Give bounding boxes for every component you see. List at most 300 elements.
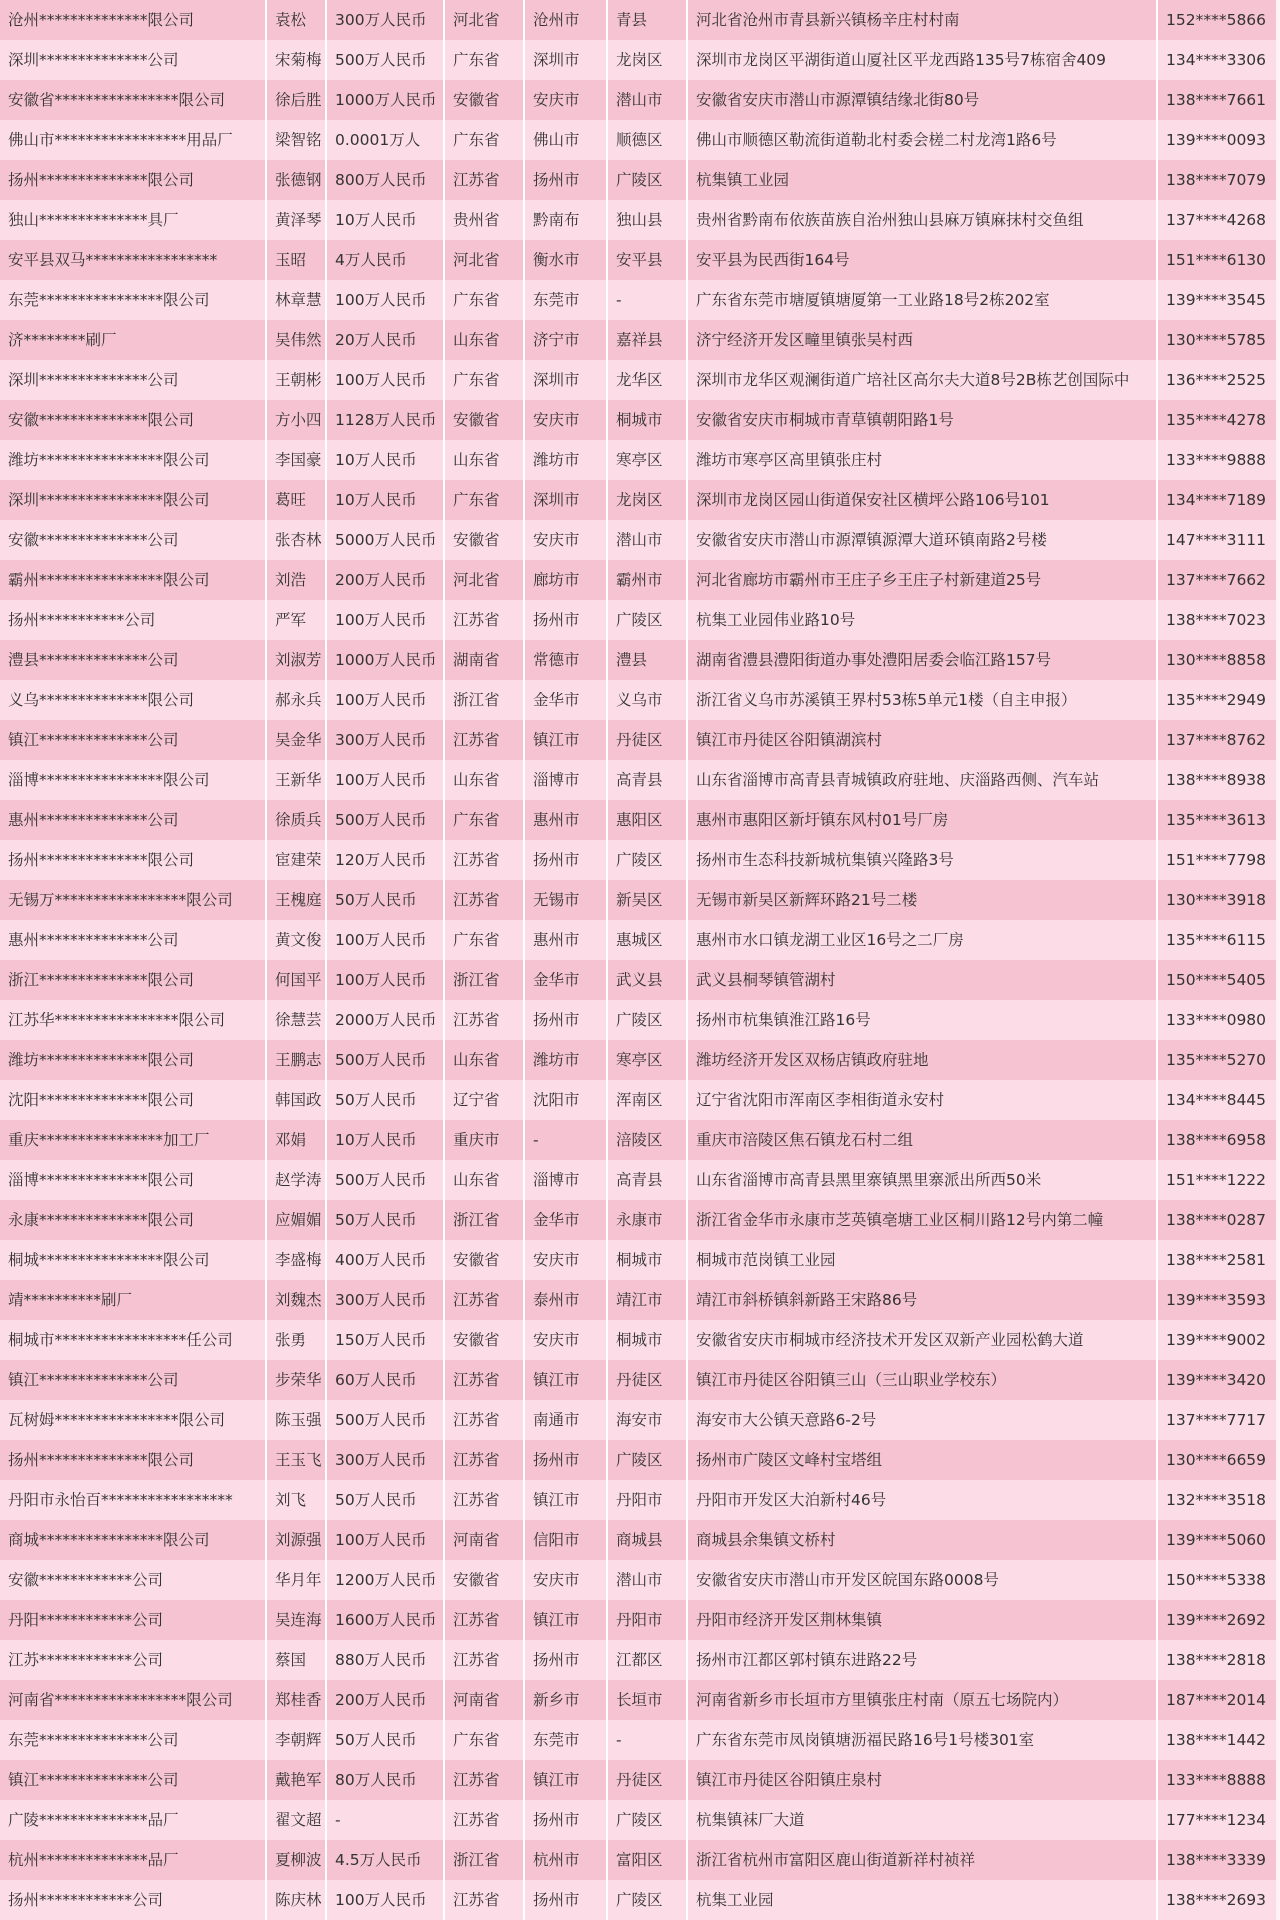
province-cell: 江苏省 xyxy=(444,600,524,640)
province-cell: 湖南省 xyxy=(444,640,524,680)
phone-cell: 137****7662 xyxy=(1157,560,1276,600)
city-cell: 淄博市 xyxy=(524,1160,607,1200)
company-name-cell: 义乌**************限公司 xyxy=(0,680,266,720)
legal-person-cell: 陈庆林 xyxy=(266,1880,326,1920)
legal-person-cell: 翟文超 xyxy=(266,1800,326,1840)
phone-cell: 133****0980 xyxy=(1157,1000,1276,1040)
table-row xyxy=(0,1360,1276,1400)
province-cell: 江苏省 xyxy=(444,1360,524,1400)
phone-cell: 138****1442 xyxy=(1157,1720,1276,1760)
province-cell: 广东省 xyxy=(444,480,524,520)
address-cell: 广东省东莞市凤岗镇塘沥福民路16号1号楼301室 xyxy=(687,1720,1157,1760)
phone-cell: 139****3545 xyxy=(1157,280,1276,320)
registered-capital-cell: 100万人民币 xyxy=(326,680,444,720)
city-cell: 常德市 xyxy=(524,640,607,680)
province-cell: 江苏省 xyxy=(444,1000,524,1040)
legal-person-cell: 应媚媚 xyxy=(266,1200,326,1240)
phone-cell: 138****7661 xyxy=(1157,80,1276,120)
province-cell: 河北省 xyxy=(444,240,524,280)
province-cell: 江苏省 xyxy=(444,880,524,920)
address-cell: 扬州市生态科技新城杭集镇兴隆路3号 xyxy=(687,840,1157,880)
city-cell: 扬州市 xyxy=(524,1640,607,1680)
address-cell: 深圳市龙岗区园山街道保安社区横坪公路106号101 xyxy=(687,480,1157,520)
district-cell: 广陵区 xyxy=(607,600,687,640)
address-cell: 山东省淄博市高青县黑里寨镇黑里寨派出所西50米 xyxy=(687,1160,1157,1200)
district-cell: 丹徒区 xyxy=(607,720,687,760)
address-cell: 安平县为民西街164号 xyxy=(687,240,1157,280)
address-cell: 河北省沧州市青县新兴镇杨辛庄村村南 xyxy=(687,0,1157,40)
district-cell: 丹阳市 xyxy=(607,1600,687,1640)
address-cell: 靖江市斜桥镇斜新路王宋路86号 xyxy=(687,1280,1157,1320)
province-cell: 江苏省 xyxy=(444,1280,524,1320)
table-row xyxy=(0,1200,1276,1240)
province-cell: 安徽省 xyxy=(444,520,524,560)
district-cell: 广陵区 xyxy=(607,1000,687,1040)
company-name-cell: 靖**********刷厂 xyxy=(0,1280,266,1320)
table-row xyxy=(0,1160,1276,1200)
province-cell: 广东省 xyxy=(444,280,524,320)
city-cell: 信阳市 xyxy=(524,1520,607,1560)
company-name-cell: 沧州**************限公司 xyxy=(0,0,266,40)
company-name-cell: 扬州**************限公司 xyxy=(0,840,266,880)
registered-capital-cell: 80万人民币 xyxy=(326,1760,444,1800)
district-cell: - xyxy=(607,280,687,320)
legal-person-cell: 吴连海 xyxy=(266,1600,326,1640)
company-name-cell: 重庆****************加工厂 xyxy=(0,1120,266,1160)
address-cell: 杭集工业园伟业路10号 xyxy=(687,600,1157,640)
phone-cell: 138****8938 xyxy=(1157,760,1276,800)
city-cell: 沈阳市 xyxy=(524,1080,607,1120)
district-cell: 安平县 xyxy=(607,240,687,280)
province-cell: 安徽省 xyxy=(444,1320,524,1360)
legal-person-cell: 王玉飞 xyxy=(266,1440,326,1480)
city-cell: 镇江市 xyxy=(524,1480,607,1520)
province-cell: 安徽省 xyxy=(444,1560,524,1600)
district-cell: 广陵区 xyxy=(607,1800,687,1840)
table-row xyxy=(0,1440,1276,1480)
table-row xyxy=(0,1840,1276,1880)
legal-person-cell: 宦建荣 xyxy=(266,840,326,880)
legal-person-cell: 葛旺 xyxy=(266,480,326,520)
phone-cell: 134****8445 xyxy=(1157,1080,1276,1120)
registered-capital-cell: 100万人民币 xyxy=(326,920,444,960)
phone-cell: 177****1234 xyxy=(1157,1800,1276,1840)
phone-cell: 130****3918 xyxy=(1157,880,1276,920)
district-cell: 丹徒区 xyxy=(607,1360,687,1400)
province-cell: 江苏省 xyxy=(444,1760,524,1800)
legal-person-cell: 袁松 xyxy=(266,0,326,40)
registered-capital-cell: 10万人民币 xyxy=(326,440,444,480)
legal-person-cell: 王槐庭 xyxy=(266,880,326,920)
company-name-cell: 镇江**************公司 xyxy=(0,1360,266,1400)
phone-cell: 130****6659 xyxy=(1157,1440,1276,1480)
legal-person-cell: 郑桂香 xyxy=(266,1680,326,1720)
address-cell: 镇江市丹徒区谷阳镇庄泉村 xyxy=(687,1760,1157,1800)
table-row xyxy=(0,1560,1276,1600)
registered-capital-cell: 50万人民币 xyxy=(326,880,444,920)
phone-cell: 138****3339 xyxy=(1157,1840,1276,1880)
district-cell: 龙华区 xyxy=(607,360,687,400)
address-cell: 重庆市涪陵区焦石镇龙石村二组 xyxy=(687,1120,1157,1160)
district-cell: - xyxy=(607,1720,687,1760)
phone-cell: 187****2014 xyxy=(1157,1680,1276,1720)
address-cell: 潍坊市寒亭区高里镇张庄村 xyxy=(687,440,1157,480)
city-cell: 扬州市 xyxy=(524,840,607,880)
registered-capital-cell: 300万人民币 xyxy=(326,0,444,40)
address-cell: 河南省新乡市长垣市方里镇张庄村南（原五七场院内） xyxy=(687,1680,1157,1720)
district-cell: 武义县 xyxy=(607,960,687,1000)
phone-cell: 138****7023 xyxy=(1157,600,1276,640)
district-cell: 涪陵区 xyxy=(607,1120,687,1160)
registered-capital-cell: 100万人民币 xyxy=(326,280,444,320)
legal-person-cell: 张杏林 xyxy=(266,520,326,560)
table-row xyxy=(0,360,1276,400)
registered-capital-cell: 1000万人民币 xyxy=(326,640,444,680)
table-row xyxy=(0,280,1276,320)
registered-capital-cell: 500万人民币 xyxy=(326,40,444,80)
address-cell: 安徽省安庆市潜山市源潭镇结缘北街80号 xyxy=(687,80,1157,120)
legal-person-cell: 陈玉强 xyxy=(266,1400,326,1440)
district-cell: 潜山市 xyxy=(607,1560,687,1600)
company-name-cell: 霸州****************限公司 xyxy=(0,560,266,600)
company-name-cell: 商城****************限公司 xyxy=(0,1520,266,1560)
address-cell: 惠州市惠阳区新圩镇东风村01号厂房 xyxy=(687,800,1157,840)
table-row xyxy=(0,1400,1276,1440)
legal-person-cell: 刘魏杰 xyxy=(266,1280,326,1320)
city-cell: 东莞市 xyxy=(524,1720,607,1760)
company-name-cell: 桐城市*****************任公司 xyxy=(0,1320,266,1360)
legal-person-cell: 宋菊梅 xyxy=(266,40,326,80)
table-row xyxy=(0,120,1276,160)
province-cell: 广东省 xyxy=(444,120,524,160)
legal-person-cell: 方小四 xyxy=(266,400,326,440)
province-cell: 贵州省 xyxy=(444,200,524,240)
phone-cell: 133****9888 xyxy=(1157,440,1276,480)
province-cell: 江苏省 xyxy=(444,1480,524,1520)
registered-capital-cell: 100万人民币 xyxy=(326,1520,444,1560)
city-cell: 镇江市 xyxy=(524,1760,607,1800)
city-cell: 安庆市 xyxy=(524,1320,607,1360)
address-cell: 无锡市新吴区新辉环路21号二楼 xyxy=(687,880,1157,920)
legal-person-cell: 刘淑芳 xyxy=(266,640,326,680)
city-cell: 廊坊市 xyxy=(524,560,607,600)
table-row xyxy=(0,320,1276,360)
address-cell: 安徽省安庆市桐城市经济技术开发区双新产业园松鹤大道 xyxy=(687,1320,1157,1360)
city-cell: 安庆市 xyxy=(524,520,607,560)
district-cell: 龙岗区 xyxy=(607,40,687,80)
phone-cell: 130****5785 xyxy=(1157,320,1276,360)
table-row xyxy=(0,1680,1276,1720)
address-cell: 深圳市龙华区观澜街道广培社区高尔夫大道8号2B栋艺创国际中 xyxy=(687,360,1157,400)
city-cell: 淄博市 xyxy=(524,760,607,800)
city-cell: 潍坊市 xyxy=(524,1040,607,1080)
province-cell: 广东省 xyxy=(444,360,524,400)
address-cell: 贵州省黔南布依族苗族自治州独山县麻万镇麻抹村交鱼组 xyxy=(687,200,1157,240)
district-cell: 惠阳区 xyxy=(607,800,687,840)
legal-person-cell: 李国豪 xyxy=(266,440,326,480)
table-row xyxy=(0,1320,1276,1360)
table-row xyxy=(0,1720,1276,1760)
company-name-cell: 镇江**************公司 xyxy=(0,720,266,760)
city-cell: 安庆市 xyxy=(524,80,607,120)
province-cell: 重庆市 xyxy=(444,1120,524,1160)
company-name-cell: 潍坊**************限公司 xyxy=(0,1040,266,1080)
registered-capital-cell: 200万人民币 xyxy=(326,560,444,600)
province-cell: 河南省 xyxy=(444,1520,524,1560)
phone-cell: 135****4278 xyxy=(1157,400,1276,440)
phone-cell: 139****9002 xyxy=(1157,1320,1276,1360)
legal-person-cell: 林章慧 xyxy=(266,280,326,320)
table-row xyxy=(0,600,1276,640)
registered-capital-cell: 100万人民币 xyxy=(326,760,444,800)
address-cell: 扬州市江都区郭村镇东进路22号 xyxy=(687,1640,1157,1680)
legal-person-cell: 张勇 xyxy=(266,1320,326,1360)
province-cell: 江苏省 xyxy=(444,1400,524,1440)
address-cell: 浙江省义乌市苏溪镇王界村53栋5单元1楼（自主申报） xyxy=(687,680,1157,720)
registered-capital-cell: 60万人民币 xyxy=(326,1360,444,1400)
company-name-cell: 深圳**************公司 xyxy=(0,40,266,80)
company-name-cell: 扬州**************限公司 xyxy=(0,1440,266,1480)
address-cell: 济宁经济开发区疃里镇张吴村西 xyxy=(687,320,1157,360)
city-cell: 深圳市 xyxy=(524,480,607,520)
registered-capital-cell: 400万人民币 xyxy=(326,1240,444,1280)
district-cell: 高青县 xyxy=(607,760,687,800)
phone-cell: 137****7717 xyxy=(1157,1400,1276,1440)
district-cell: 靖江市 xyxy=(607,1280,687,1320)
legal-person-cell: 玉昭 xyxy=(266,240,326,280)
phone-cell: 132****3518 xyxy=(1157,1480,1276,1520)
table-row xyxy=(0,640,1276,680)
address-cell: 商城县余集镇文桥村 xyxy=(687,1520,1157,1560)
registered-capital-cell: 880万人民币 xyxy=(326,1640,444,1680)
district-cell: 江都区 xyxy=(607,1640,687,1680)
district-cell: 独山县 xyxy=(607,200,687,240)
address-cell: 浙江省杭州市富阳区鹿山街道新祥村祯祥 xyxy=(687,1840,1157,1880)
company-name-cell: 惠州**************公司 xyxy=(0,920,266,960)
district-cell: 寒亭区 xyxy=(607,440,687,480)
city-cell: 佛山市 xyxy=(524,120,607,160)
legal-person-cell: 黄文俊 xyxy=(266,920,326,960)
table-row xyxy=(0,1280,1276,1320)
registered-capital-cell: 500万人民币 xyxy=(326,1400,444,1440)
address-cell: 广东省东莞市塘厦镇塘厦第一工业路18号2栋202室 xyxy=(687,280,1157,320)
address-cell: 湖南省澧县澧阳街道办事处澧阳居委会临江路157号 xyxy=(687,640,1157,680)
province-cell: 江苏省 xyxy=(444,720,524,760)
legal-person-cell: 夏柳波 xyxy=(266,1840,326,1880)
legal-person-cell: 黄泽琴 xyxy=(266,200,326,240)
registered-capital-cell: 2000万人民币 xyxy=(326,1000,444,1040)
table-row xyxy=(0,440,1276,480)
district-cell: 桐城市 xyxy=(607,1240,687,1280)
district-cell: 澧县 xyxy=(607,640,687,680)
phone-cell: 130****8858 xyxy=(1157,640,1276,680)
district-cell: 霸州市 xyxy=(607,560,687,600)
district-cell: 惠城区 xyxy=(607,920,687,960)
city-cell: 济宁市 xyxy=(524,320,607,360)
table-row xyxy=(0,1640,1276,1680)
registered-capital-cell: 1000万人民币 xyxy=(326,80,444,120)
city-cell: 金华市 xyxy=(524,1200,607,1240)
phone-cell: 151****6130 xyxy=(1157,240,1276,280)
table-row xyxy=(0,400,1276,440)
phone-cell: 139****5060 xyxy=(1157,1520,1276,1560)
company-name-cell: 杭州**************品厂 xyxy=(0,1840,266,1880)
registered-capital-cell: 500万人民币 xyxy=(326,800,444,840)
province-cell: 江苏省 xyxy=(444,1880,524,1920)
city-cell: 镇江市 xyxy=(524,1360,607,1400)
registered-capital-cell: 10万人民币 xyxy=(326,480,444,520)
province-cell: 江苏省 xyxy=(444,1600,524,1640)
legal-person-cell: 刘浩 xyxy=(266,560,326,600)
company-name-cell: 瓦树姆****************限公司 xyxy=(0,1400,266,1440)
company-name-cell: 扬州**************限公司 xyxy=(0,160,266,200)
table-row xyxy=(0,1880,1276,1920)
company-name-cell: 江苏************公司 xyxy=(0,1640,266,1680)
province-cell: 江苏省 xyxy=(444,1640,524,1680)
city-cell: 扬州市 xyxy=(524,1880,607,1920)
province-cell: 山东省 xyxy=(444,1160,524,1200)
registered-capital-cell: 5000万人民币 xyxy=(326,520,444,560)
city-cell: 安庆市 xyxy=(524,1240,607,1280)
registered-capital-cell: 500万人民币 xyxy=(326,1160,444,1200)
address-cell: 深圳市龙岗区平湖街道山厦社区平龙西路135号7栋宿舍409 xyxy=(687,40,1157,80)
district-cell: 高青县 xyxy=(607,1160,687,1200)
phone-cell: 136****2525 xyxy=(1157,360,1276,400)
city-cell: 安庆市 xyxy=(524,400,607,440)
legal-person-cell: 韩国政 xyxy=(266,1080,326,1120)
legal-person-cell: 刘飞 xyxy=(266,1480,326,1520)
phone-cell: 137****8762 xyxy=(1157,720,1276,760)
registered-capital-cell: 150万人民币 xyxy=(326,1320,444,1360)
district-cell: 丹阳市 xyxy=(607,1480,687,1520)
address-cell: 丹阳市开发区大泊新村46号 xyxy=(687,1480,1157,1520)
city-cell: 衡水市 xyxy=(524,240,607,280)
legal-person-cell: 吴伟然 xyxy=(266,320,326,360)
registered-capital-cell: 800万人民币 xyxy=(326,160,444,200)
province-cell: 辽宁省 xyxy=(444,1080,524,1120)
province-cell: 浙江省 xyxy=(444,1200,524,1240)
address-cell: 扬州市广陵区文峰村宝塔组 xyxy=(687,1440,1157,1480)
company-name-cell: 安徽************公司 xyxy=(0,1560,266,1600)
district-cell: 海安市 xyxy=(607,1400,687,1440)
company-name-cell: 深圳**************公司 xyxy=(0,360,266,400)
phone-cell: 139****3420 xyxy=(1157,1360,1276,1400)
district-cell: 潜山市 xyxy=(607,80,687,120)
province-cell: 安徽省 xyxy=(444,1240,524,1280)
address-cell: 潍坊经济开发区双杨店镇政府驻地 xyxy=(687,1040,1157,1080)
city-cell: 扬州市 xyxy=(524,600,607,640)
phone-cell: 139****2692 xyxy=(1157,1600,1276,1640)
city-cell: 沧州市 xyxy=(524,0,607,40)
table-row xyxy=(0,200,1276,240)
company-name-cell: 浙江**************限公司 xyxy=(0,960,266,1000)
phone-cell: 135****6115 xyxy=(1157,920,1276,960)
province-cell: 山东省 xyxy=(444,320,524,360)
address-cell: 浙江省金华市永康市芝英镇亳塘工业区桐川路12号内第二幢 xyxy=(687,1200,1157,1240)
company-name-cell: 佛山市*****************用品厂 xyxy=(0,120,266,160)
city-cell: 杭州市 xyxy=(524,1840,607,1880)
phone-cell: 138****2818 xyxy=(1157,1640,1276,1680)
district-cell: 桐城市 xyxy=(607,400,687,440)
phone-cell: 135****2949 xyxy=(1157,680,1276,720)
company-name-cell: 扬州***********公司 xyxy=(0,600,266,640)
province-cell: 安徽省 xyxy=(444,80,524,120)
district-cell: 广陵区 xyxy=(607,160,687,200)
registered-capital-cell: 500万人民币 xyxy=(326,1040,444,1080)
address-cell: 武义县桐琴镇管湖村 xyxy=(687,960,1157,1000)
province-cell: 广东省 xyxy=(444,1720,524,1760)
legal-person-cell: 梁智铭 xyxy=(266,120,326,160)
legal-person-cell: 李朝辉 xyxy=(266,1720,326,1760)
company-name-cell: 澧县**************公司 xyxy=(0,640,266,680)
city-cell: 金华市 xyxy=(524,960,607,1000)
table-row xyxy=(0,1800,1276,1840)
district-cell: 浑南区 xyxy=(607,1080,687,1120)
address-cell: 山东省淄博市高青县青城镇政府驻地、庆淄路西侧、汽车站 xyxy=(687,760,1157,800)
company-name-cell: 河南省*****************限公司 xyxy=(0,1680,266,1720)
province-cell: 广东省 xyxy=(444,40,524,80)
registered-capital-cell: 1200万人民币 xyxy=(326,1560,444,1600)
address-cell: 扬州市杭集镇淮江路16号 xyxy=(687,1000,1157,1040)
city-cell: 镇江市 xyxy=(524,1600,607,1640)
registered-capital-cell: 50万人民币 xyxy=(326,1720,444,1760)
district-cell: 永康市 xyxy=(607,1200,687,1240)
district-cell: 商城县 xyxy=(607,1520,687,1560)
table-row xyxy=(0,240,1276,280)
company-name-cell: 丹阳************公司 xyxy=(0,1600,266,1640)
address-cell: 惠州市水口镇龙湖工业区16号之二厂房 xyxy=(687,920,1157,960)
table-row xyxy=(0,560,1276,600)
phone-cell: 150****5405 xyxy=(1157,960,1276,1000)
registered-capital-cell: 100万人民币 xyxy=(326,1880,444,1920)
legal-person-cell: 徐质兵 xyxy=(266,800,326,840)
company-name-cell: 镇江**************公司 xyxy=(0,1760,266,1800)
district-cell: 桐城市 xyxy=(607,1320,687,1360)
table-row xyxy=(0,160,1276,200)
address-cell: 安徽省安庆市潜山市开发区皖国东路0008号 xyxy=(687,1560,1157,1600)
phone-cell: 139****0093 xyxy=(1157,120,1276,160)
table-row xyxy=(0,80,1276,120)
city-cell: 扬州市 xyxy=(524,1000,607,1040)
company-name-cell: 独山**************具厂 xyxy=(0,200,266,240)
legal-person-cell: 何国平 xyxy=(266,960,326,1000)
registered-capital-cell: 120万人民币 xyxy=(326,840,444,880)
district-cell: 龙岗区 xyxy=(607,480,687,520)
table-row xyxy=(0,1040,1276,1080)
province-cell: 河南省 xyxy=(444,1680,524,1720)
city-cell: - xyxy=(524,1120,607,1160)
city-cell: 惠州市 xyxy=(524,920,607,960)
province-cell: 浙江省 xyxy=(444,680,524,720)
district-cell: 广陵区 xyxy=(607,1440,687,1480)
city-cell: 新乡市 xyxy=(524,1680,607,1720)
company-name-cell: 永康**************限公司 xyxy=(0,1200,266,1240)
district-cell: 嘉祥县 xyxy=(607,320,687,360)
table-row xyxy=(0,880,1276,920)
table-row xyxy=(0,960,1276,1000)
phone-cell: 134****3306 xyxy=(1157,40,1276,80)
address-cell: 杭集镇工业园 xyxy=(687,160,1157,200)
registered-capital-cell: 10万人民币 xyxy=(326,1120,444,1160)
legal-person-cell: 刘源强 xyxy=(266,1520,326,1560)
address-cell: 辽宁省沈阳市浑南区李相街道永安村 xyxy=(687,1080,1157,1120)
address-cell: 杭集工业园 xyxy=(687,1880,1157,1920)
city-cell: 泰州市 xyxy=(524,1280,607,1320)
city-cell: 深圳市 xyxy=(524,40,607,80)
district-cell: 广陵区 xyxy=(607,840,687,880)
legal-person-cell: 邓娟 xyxy=(266,1120,326,1160)
company-name-cell: 安徽省****************限公司 xyxy=(0,80,266,120)
